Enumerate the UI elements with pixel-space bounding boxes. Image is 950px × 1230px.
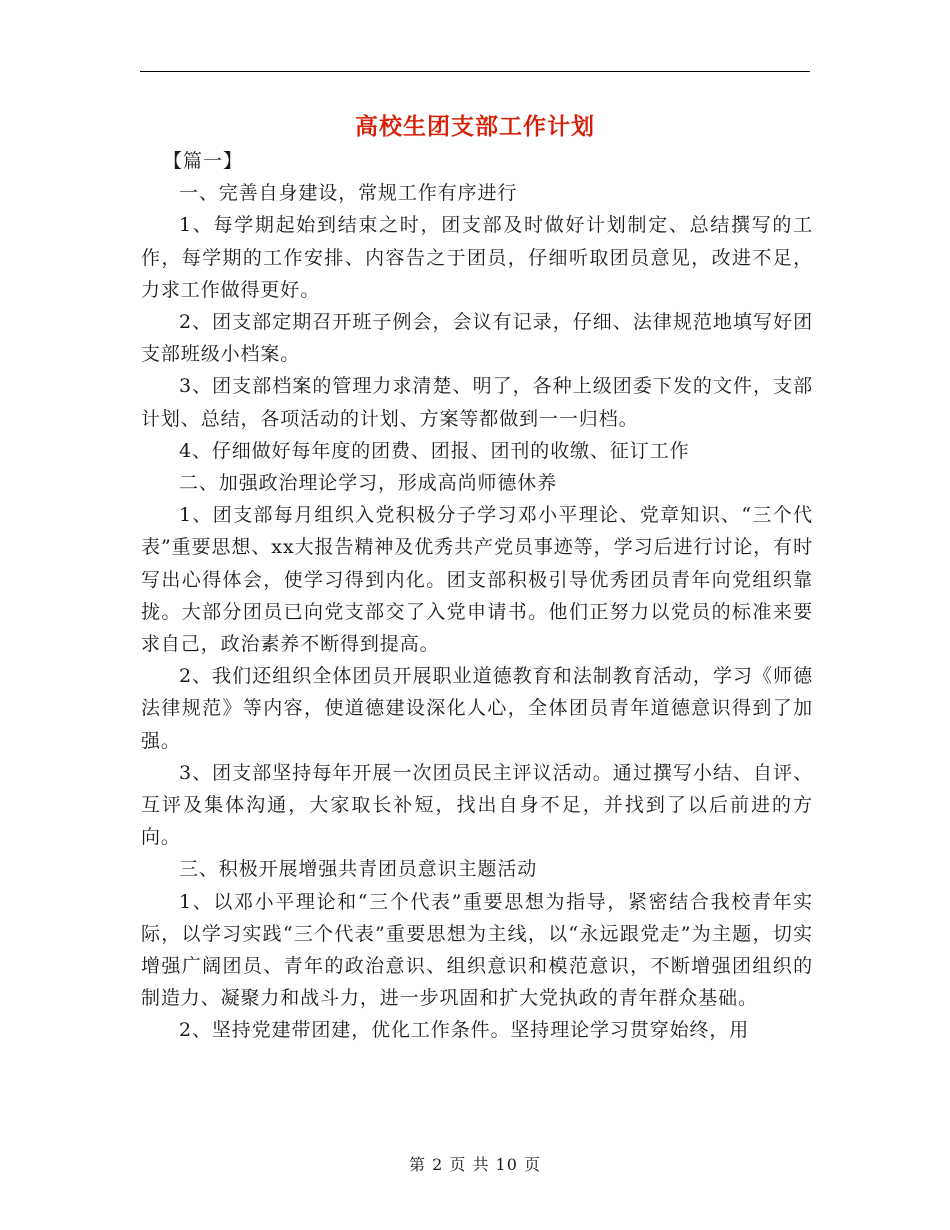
- paragraph: 2、坚持党建带团建，优化工作条件。坚持理论学习贯穿始终，用: [179, 1019, 750, 1042]
- heading-3: 三、积极开展增强共青团员意识主题活动: [179, 858, 538, 881]
- paragraph: 3、团支部档案的管理力求清楚、明了，各种上级团委下发的文件，支部计划、总结，各项活动的计划、方案等都做到一一归档。: [141, 375, 813, 430]
- paragraph: 1、每学期起始到结束之时，团支部及时做好计划制定、总结撰写的工作，每学期的工作安排、内容告之于团员，仔细听取团员意见，改进不足，力求工作做得更好。: [141, 214, 813, 301]
- header-rule: [140, 71, 810, 72]
- paragraph: 3、团支部坚持每年开展一次团员民主评议活动。通过撰写小结、自评、互评及集体沟通，大家取长补短，找出自身不足，并找到了以后前进的方向。: [141, 761, 813, 849]
- section-label: 【篇一】: [163, 150, 244, 172]
- paragraph: 2、我们还组织全体团员开展职业道德教育和法制教育活动，学习《师德法律规范》等内容，使道德建设深化人心，全体团员青年道德意识得到了加强。: [141, 665, 813, 752]
- paragraph: 4、仔细做好每年度的团费、团报、团刊的收缴、征订工作: [179, 439, 690, 462]
- paragraph: 1、以邓小平理论和“三个代表”重要思想为指导，紧密结合我校青年实际，以学习实践“三个代表”重要思想为主线，以“永远跟党走”为主题，切实增强广阔团员、青年的政治意识、组织意识和模范意识，不断增强团组织的制造力、凝聚力和战斗力，进一步巩固和扩大党执政的青年群众基础。: [141, 890, 813, 1010]
- paragraph: 2、团支部定期召开班子例会，会议有记录，仔细、法律规范地填写好团支部班级小档案。: [141, 311, 813, 366]
- heading-1: 一、完善自身建设，常规工作有序进行: [179, 182, 518, 205]
- heading-2: 二、加强政治理论学习，形成高尚师德休养: [179, 472, 558, 495]
- document-body: [141, 145, 813, 1047]
- paragraph: 1、团支部每月组织入党积极分子学习邓小平理论、党章知识、“三个代表”重要思想、xx大报告精神及优秀共产党员事迹等，学习后进行讨论，有时写出心得体会，使学习得到内化。团支部积极引导优秀团员青年向党组织靠拢。大部分团员已向党支部交了入党申请书。他们正努力以党员的标准来要求自己，政治素养不断得到提高。: [141, 504, 813, 656]
- page-number: 第 2 页 共 10 页: [409, 1155, 541, 1174]
- document-title: 高校生团支部工作计划: [355, 113, 595, 140]
